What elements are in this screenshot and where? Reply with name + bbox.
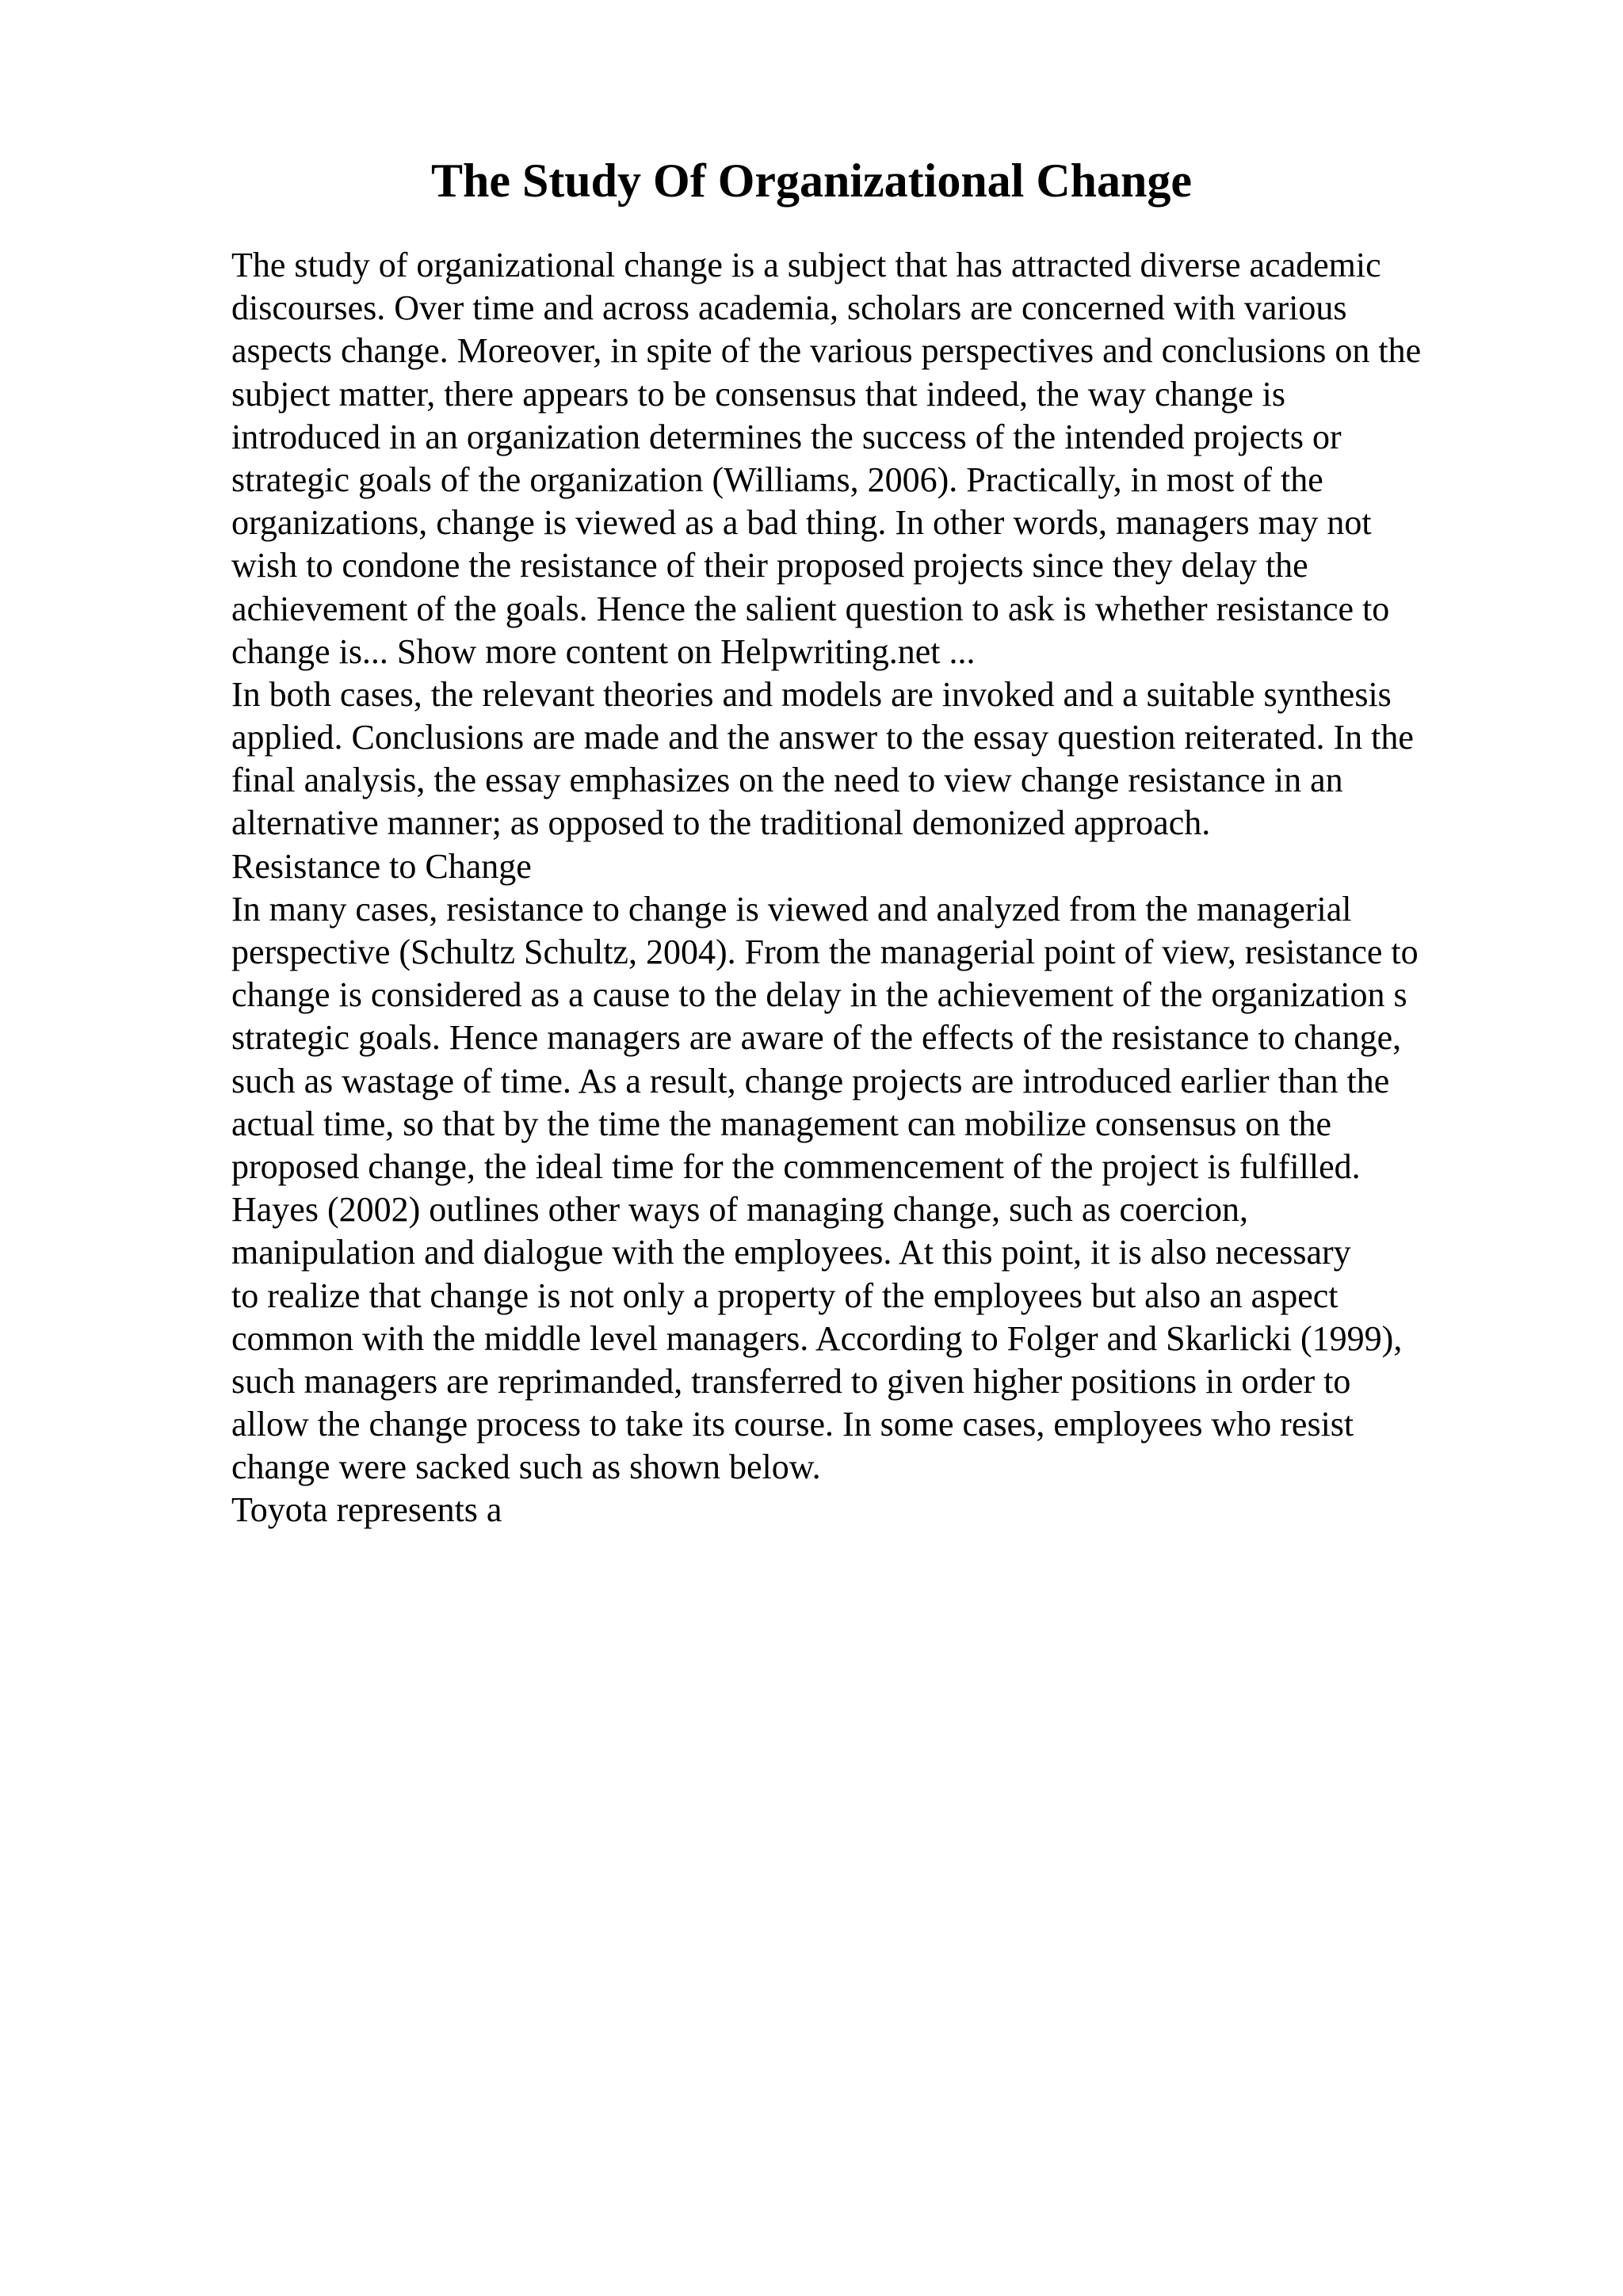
- body-line: strategic goals. Hence managers are aware of the effects of the resistance to change,: [231, 1018, 1402, 1058]
- body-line: discourses. Over time and across academia, scholars are concerned with various: [231, 288, 1347, 328]
- body-line: allow the change process to take its course. In some cases, employees who resist: [231, 1405, 1354, 1444]
- body-line: aspects change. Moreover, in spite of the various perspectives and conclusions on the: [231, 331, 1422, 371]
- body-line: achievement of the goals. Hence the salient question to ask is whether resistance to: [231, 589, 1390, 628]
- body-line: change is... Show more content on Helpwriting.net ...: [231, 631, 976, 671]
- body-line: change is considered as a cause to the delay in the achievement of the organization s: [231, 975, 1407, 1015]
- body-line: to realize that change is not only a property of the employees but also an aspect: [231, 1276, 1338, 1315]
- body-line: such as wastage of time. As a result, change projects are introduced earlier than the: [231, 1061, 1390, 1100]
- body-line: strategic goals of the organization (Williams, 2006). Practically, in most of the: [231, 460, 1323, 499]
- body-line: proposed change, the ideal time for the commencement of the project is fulfilled.: [231, 1146, 1361, 1186]
- body-line: actual time, so that by the time the management can mobilize consensus on the: [231, 1104, 1332, 1143]
- body-line: such managers are reprimanded, transferred to given higher positions in order to: [231, 1361, 1351, 1401]
- body-line: subject matter, there appears to be consensus that indeed, the way change is: [231, 374, 1285, 414]
- body-line: Toyota represents a: [231, 1490, 502, 1530]
- body-line: wish to condone the resistance of their proposed projects since they delay the: [231, 546, 1308, 585]
- body-line: perspective (Schultz Schultz, 2004). From the managerial point of view, resistance to: [231, 933, 1419, 971]
- body-line: applied. Conclusions are made and the answer to the essay question reiterated. In the: [231, 718, 1414, 757]
- body-line: introduced in an organization determines the success of the intended projects or: [231, 417, 1342, 456]
- document-body: [231, 244, 1579, 1532]
- body-line: change were sacked such as shown below.: [231, 1447, 821, 1487]
- body-line: final analysis, the essay emphasizes on the need to view change resistance in an: [231, 761, 1343, 800]
- document-title: The Study Of Organizational Change: [430, 154, 1193, 207]
- body-line: The study of organizational change is a subject that has attracted diverse academic: [231, 246, 1381, 284]
- body-line: In both cases, the relevant theories and models are invoked and a suitable synthesis: [231, 674, 1392, 714]
- body-line: Hayes (2002) outlines other ways of managing change, such as coercion,: [231, 1190, 1248, 1230]
- body-line: common with the middle level managers. According to Folger and Skarlicki (1999),: [231, 1318, 1403, 1358]
- body-line: manipulation and dialogue with the employees. At this point, it is also necessary: [231, 1233, 1351, 1272]
- section-heading: Resistance to Change: [231, 846, 532, 886]
- body-line: alternative manner; as opposed to the traditional demonized approach.: [231, 803, 1211, 843]
- body-line: In many cases, resistance to change is viewed and analyzed from the managerial: [231, 889, 1352, 929]
- body-line: organizations, change is viewed as a bad thing. In other words, managers may not: [231, 503, 1372, 543]
